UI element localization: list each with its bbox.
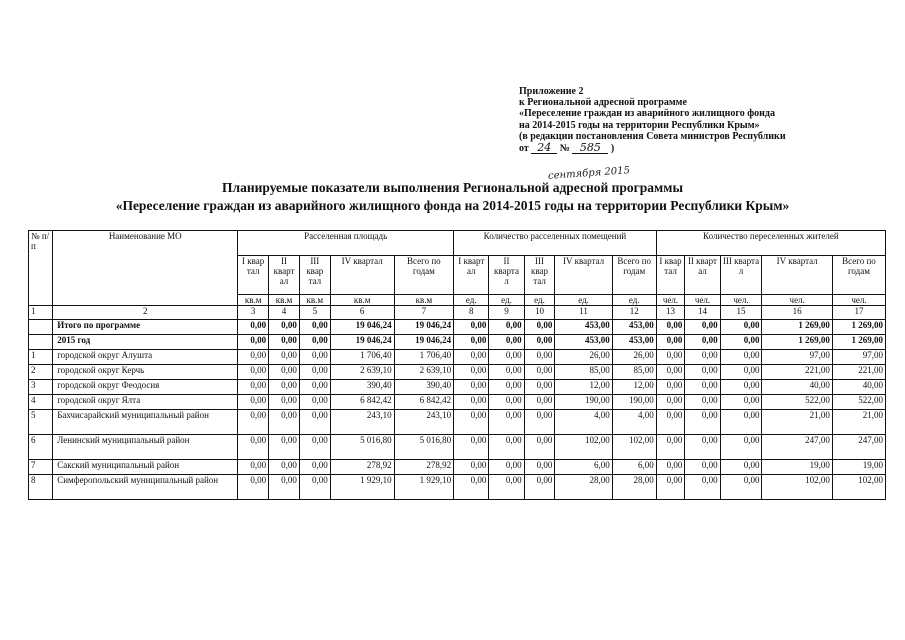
- value-cell: 0,00: [269, 335, 300, 350]
- column-number-cell: 14: [685, 306, 720, 320]
- value-cell: 0,00: [489, 410, 524, 435]
- value-cell: 0,00: [238, 335, 269, 350]
- value-cell: 5 016,80: [330, 435, 394, 460]
- unit-cell: ед.: [489, 295, 524, 306]
- row-number: 6: [29, 435, 53, 460]
- value-cell: 453,00: [612, 335, 656, 350]
- ot-label: от: [519, 143, 529, 155]
- value-cell: 85,00: [612, 365, 656, 380]
- value-cell: 0,00: [238, 460, 269, 475]
- column-number-cell: 4: [269, 306, 300, 320]
- value-cell: 6 842,42: [394, 395, 454, 410]
- row-number: [29, 335, 53, 350]
- value-cell: 0,00: [685, 320, 720, 335]
- municipality-name: городской округ Алушта: [53, 350, 238, 365]
- municipality-name: городской округ Ялта: [53, 395, 238, 410]
- column-number-cell: 8: [454, 306, 489, 320]
- table-row: [29, 395, 886, 410]
- value-cell: 0,00: [238, 435, 269, 460]
- value-cell: 0,00: [454, 380, 489, 395]
- value-cell: 0,00: [299, 350, 330, 365]
- column-number-cell: 2: [53, 306, 238, 320]
- value-cell: 0,00: [685, 380, 720, 395]
- value-cell: 97,00: [762, 350, 832, 365]
- value-cell: 390,40: [330, 380, 394, 395]
- value-cell: 0,00: [454, 350, 489, 365]
- value-cell: 0,00: [454, 475, 489, 500]
- value-cell: 247,00: [832, 435, 885, 460]
- subheader-cell: III квар тал: [524, 256, 555, 295]
- value-cell: 0,00: [656, 460, 685, 475]
- value-cell: 221,00: [762, 365, 832, 380]
- table-row: [29, 380, 886, 395]
- value-cell: 19,00: [832, 460, 885, 475]
- value-cell: 0,00: [489, 365, 524, 380]
- value-cell: 0,00: [489, 395, 524, 410]
- subheader-cell: II кварт ал: [269, 256, 300, 295]
- value-cell: 0,00: [685, 475, 720, 500]
- value-cell: 21,00: [762, 410, 832, 435]
- value-cell: 1 706,40: [330, 350, 394, 365]
- unit-cell: ед.: [612, 295, 656, 306]
- value-cell: 221,00: [832, 365, 885, 380]
- value-cell: 247,00: [762, 435, 832, 460]
- value-cell: 0,00: [238, 395, 269, 410]
- value-cell: 0,00: [656, 335, 685, 350]
- value-cell: 0,00: [299, 460, 330, 475]
- column-number-cell: 17: [832, 306, 885, 320]
- municipality-name: Бахчисарайский муниципальный район: [53, 410, 238, 435]
- value-cell: 40,00: [832, 380, 885, 395]
- unit-cell: кв.м: [330, 295, 394, 306]
- header-group-premises: Количество расселенных помещений: [454, 231, 657, 256]
- value-cell: 0,00: [656, 435, 685, 460]
- value-cell: 0,00: [685, 350, 720, 365]
- value-cell: 0,00: [720, 460, 762, 475]
- value-cell: 4,00: [555, 410, 612, 435]
- municipality-name: Ленинский муниципальный район: [53, 435, 238, 460]
- row-number: 3: [29, 380, 53, 395]
- unit-cell: чел.: [832, 295, 885, 306]
- unit-cell: ед.: [454, 295, 489, 306]
- subheader-cell: III кварта л: [720, 256, 762, 295]
- value-cell: 0,00: [269, 350, 300, 365]
- value-cell: 0,00: [489, 435, 524, 460]
- value-cell: 0,00: [299, 335, 330, 350]
- value-cell: 0,00: [299, 435, 330, 460]
- value-cell: 0,00: [489, 350, 524, 365]
- value-cell: 0,00: [685, 335, 720, 350]
- value-cell: 0,00: [299, 410, 330, 435]
- table-column-numbers-row: [29, 306, 886, 320]
- value-cell: 0,00: [524, 320, 555, 335]
- value-cell: 0,00: [454, 460, 489, 475]
- no-value: 585: [572, 142, 608, 154]
- value-cell: 0,00: [656, 380, 685, 395]
- value-cell: 26,00: [555, 350, 612, 365]
- unit-cell: кв.м: [238, 295, 269, 306]
- page-title-line-1: Планируемые показатели выполнения Региональной адресной программы: [222, 180, 683, 195]
- value-cell: 1 269,00: [832, 320, 885, 335]
- value-cell: 278,92: [330, 460, 394, 475]
- appendix-line-6: [519, 142, 786, 154]
- value-cell: 0,00: [524, 435, 555, 460]
- row-number: 2: [29, 365, 53, 380]
- appendix-line-3: «Переселение граждан из аварийного жилищного фонда: [519, 108, 775, 120]
- value-cell: 40,00: [762, 380, 832, 395]
- column-number-cell: 5: [299, 306, 330, 320]
- value-cell: 0,00: [720, 365, 762, 380]
- unit-cell: кв.м: [299, 295, 330, 306]
- value-cell: 0,00: [524, 365, 555, 380]
- municipality-name: 2015 год: [53, 335, 238, 350]
- value-cell: 0,00: [656, 410, 685, 435]
- value-cell: 19,00: [762, 460, 832, 475]
- column-number-cell: 15: [720, 306, 762, 320]
- unit-cell: кв.м: [269, 295, 300, 306]
- value-cell: 0,00: [238, 410, 269, 435]
- table-header-row: [29, 231, 886, 256]
- value-cell: 0,00: [720, 410, 762, 435]
- indicators-table: [28, 230, 886, 500]
- value-cell: 0,00: [238, 320, 269, 335]
- municipality-name: Симферопольский муниципальный район: [53, 475, 238, 500]
- value-cell: 0,00: [269, 460, 300, 475]
- value-cell: 6,00: [612, 460, 656, 475]
- value-cell: 0,00: [656, 365, 685, 380]
- value-cell: 19 046,24: [330, 320, 394, 335]
- unit-cell: ед.: [555, 295, 612, 306]
- value-cell: 12,00: [555, 380, 612, 395]
- municipality-name: городской округ Керчь: [53, 365, 238, 380]
- subheader-cell: I квар тал: [238, 256, 269, 295]
- row-number: 8: [29, 475, 53, 500]
- value-cell: 0,00: [720, 335, 762, 350]
- subheader-cell: I квар тал: [656, 256, 685, 295]
- value-cell: 0,00: [720, 475, 762, 500]
- value-cell: 0,00: [299, 320, 330, 335]
- table-row: [29, 335, 886, 350]
- value-cell: 243,10: [394, 410, 454, 435]
- value-cell: 6 842,42: [330, 395, 394, 410]
- value-cell: 1 929,10: [394, 475, 454, 500]
- unit-cell: чел.: [656, 295, 685, 306]
- value-cell: 0,00: [454, 395, 489, 410]
- value-cell: 0,00: [238, 350, 269, 365]
- column-number-cell: 10: [524, 306, 555, 320]
- value-cell: 102,00: [762, 475, 832, 500]
- page-title-line-2: «Переселение граждан из аварийного жилищного фонда на 2014-2015 годы на территории Республики Крым»: [115, 198, 790, 213]
- value-cell: 97,00: [832, 350, 885, 365]
- value-cell: 0,00: [269, 365, 300, 380]
- appendix-line-2: к Региональной адресной программе: [519, 97, 687, 109]
- value-cell: 1 269,00: [832, 335, 885, 350]
- value-cell: 390,40: [394, 380, 454, 395]
- value-cell: 0,00: [524, 410, 555, 435]
- header-num: № п/п: [29, 231, 53, 306]
- handwritten-date: сентября 2015: [547, 165, 631, 182]
- value-cell: 453,00: [555, 335, 612, 350]
- subheader-cell: IV квартал: [762, 256, 832, 295]
- value-cell: 0,00: [524, 475, 555, 500]
- value-cell: 0,00: [238, 475, 269, 500]
- header-name: Наименование МО: [53, 231, 238, 306]
- value-cell: 19 046,24: [394, 320, 454, 335]
- value-cell: 102,00: [555, 435, 612, 460]
- table-row: [29, 460, 886, 475]
- value-cell: 28,00: [555, 475, 612, 500]
- value-cell: 0,00: [489, 475, 524, 500]
- value-cell: 4,00: [612, 410, 656, 435]
- value-cell: 0,00: [238, 380, 269, 395]
- value-cell: 0,00: [524, 380, 555, 395]
- column-number-cell: 11: [555, 306, 612, 320]
- value-cell: 0,00: [685, 410, 720, 435]
- value-cell: 0,00: [656, 395, 685, 410]
- value-cell: 1 929,10: [330, 475, 394, 500]
- value-cell: 522,00: [762, 395, 832, 410]
- row-number: 4: [29, 395, 53, 410]
- column-number-cell: 3: [238, 306, 269, 320]
- value-cell: 453,00: [555, 320, 612, 335]
- subheader-cell: III квар тал: [299, 256, 330, 295]
- appendix-line-4: на 2014-2015 годы на территории Республики Крым»: [519, 119, 760, 131]
- unit-cell: ед.: [524, 295, 555, 306]
- value-cell: 0,00: [489, 335, 524, 350]
- column-number-cell: 6: [330, 306, 394, 320]
- value-cell: 0,00: [685, 395, 720, 410]
- row-number: [29, 320, 53, 335]
- value-cell: 26,00: [612, 350, 656, 365]
- value-cell: 5 016,80: [394, 435, 454, 460]
- value-cell: 0,00: [489, 460, 524, 475]
- table-row: [29, 365, 886, 380]
- value-cell: 0,00: [656, 320, 685, 335]
- appendix-block: [519, 86, 786, 154]
- value-cell: 0,00: [454, 410, 489, 435]
- value-cell: 0,00: [656, 475, 685, 500]
- value-cell: 0,00: [299, 380, 330, 395]
- value-cell: 0,00: [454, 320, 489, 335]
- value-cell: 453,00: [612, 320, 656, 335]
- table-row: [29, 350, 886, 365]
- value-cell: 0,00: [524, 395, 555, 410]
- value-cell: 0,00: [720, 435, 762, 460]
- subheader-cell: Всего по годам: [394, 256, 454, 295]
- value-cell: 0,00: [454, 335, 489, 350]
- value-cell: 1 269,00: [762, 335, 832, 350]
- value-cell: 0,00: [269, 410, 300, 435]
- value-cell: 6,00: [555, 460, 612, 475]
- value-cell: 0,00: [269, 475, 300, 500]
- column-number-cell: 9: [489, 306, 524, 320]
- value-cell: 0,00: [685, 460, 720, 475]
- value-cell: 1 706,40: [394, 350, 454, 365]
- subheader-cell: IV квартал: [330, 256, 394, 295]
- subheader-cell: II кварта л: [489, 256, 524, 295]
- municipality-name: Сакский муниципальный район: [53, 460, 238, 475]
- value-cell: 0,00: [238, 365, 269, 380]
- value-cell: 1 269,00: [762, 320, 832, 335]
- value-cell: 0,00: [720, 395, 762, 410]
- unit-cell: кв.м: [394, 295, 454, 306]
- value-cell: 2 639,10: [394, 365, 454, 380]
- value-cell: 21,00: [832, 410, 885, 435]
- unit-cell: чел.: [720, 295, 762, 306]
- column-number-cell: 16: [762, 306, 832, 320]
- table-row: [29, 320, 886, 335]
- value-cell: 102,00: [832, 475, 885, 500]
- row-number: 7: [29, 460, 53, 475]
- value-cell: 2 639,10: [330, 365, 394, 380]
- table-row: [29, 475, 886, 500]
- value-cell: 0,00: [269, 395, 300, 410]
- value-cell: 0,00: [299, 475, 330, 500]
- appendix-line-5: (в редакции постановления Совета министров Республики: [519, 130, 786, 142]
- value-cell: 522,00: [832, 395, 885, 410]
- row-number: 5: [29, 410, 53, 435]
- value-cell: 0,00: [269, 320, 300, 335]
- value-cell: 0,00: [720, 350, 762, 365]
- value-cell: 278,92: [394, 460, 454, 475]
- value-cell: 0,00: [720, 380, 762, 395]
- municipality-name: городской округ Феодосия: [53, 380, 238, 395]
- value-cell: 0,00: [685, 435, 720, 460]
- value-cell: 0,00: [269, 380, 300, 395]
- no-label: №: [559, 143, 570, 155]
- value-cell: 0,00: [269, 435, 300, 460]
- value-cell: 28,00: [612, 475, 656, 500]
- value-cell: 12,00: [612, 380, 656, 395]
- unit-cell: чел.: [685, 295, 720, 306]
- value-cell: 0,00: [454, 435, 489, 460]
- subheader-cell: Всего по годам: [832, 256, 885, 295]
- subheader-cell: Всего по годам: [612, 256, 656, 295]
- value-cell: 19 046,24: [394, 335, 454, 350]
- value-cell: 0,00: [524, 350, 555, 365]
- column-number-cell: 1: [29, 306, 53, 320]
- value-cell: 0,00: [489, 320, 524, 335]
- value-cell: 243,10: [330, 410, 394, 435]
- subheader-cell: II кварт ал: [685, 256, 720, 295]
- value-cell: 102,00: [612, 435, 656, 460]
- value-cell: 85,00: [555, 365, 612, 380]
- value-cell: 0,00: [524, 460, 555, 475]
- value-cell: 0,00: [685, 365, 720, 380]
- subheader-cell: I кварт ал: [454, 256, 489, 295]
- table-row: [29, 410, 886, 435]
- value-cell: 0,00: [489, 380, 524, 395]
- subheader-cell: IV квартал: [555, 256, 612, 295]
- ot-value: 24: [531, 142, 557, 154]
- value-cell: 19 046,24: [330, 335, 394, 350]
- column-number-cell: 7: [394, 306, 454, 320]
- header-group-area: Расселенная площадь: [238, 231, 454, 256]
- value-cell: 0,00: [524, 335, 555, 350]
- unit-cell: чел.: [762, 295, 832, 306]
- value-cell: 190,00: [555, 395, 612, 410]
- value-cell: 0,00: [656, 350, 685, 365]
- appendix-line-1: Приложение 2: [519, 86, 584, 97]
- value-cell: 0,00: [299, 365, 330, 380]
- row-number: 1: [29, 350, 53, 365]
- municipality-name: Итого по программе: [53, 320, 238, 335]
- value-cell: 0,00: [454, 365, 489, 380]
- closing-paren: ): [610, 143, 615, 155]
- value-cell: 0,00: [299, 395, 330, 410]
- table-row: [29, 435, 886, 460]
- value-cell: 0,00: [720, 320, 762, 335]
- header-group-residents: Количество переселенных жителей: [656, 231, 885, 256]
- column-number-cell: 12: [612, 306, 656, 320]
- value-cell: 190,00: [612, 395, 656, 410]
- column-number-cell: 13: [656, 306, 685, 320]
